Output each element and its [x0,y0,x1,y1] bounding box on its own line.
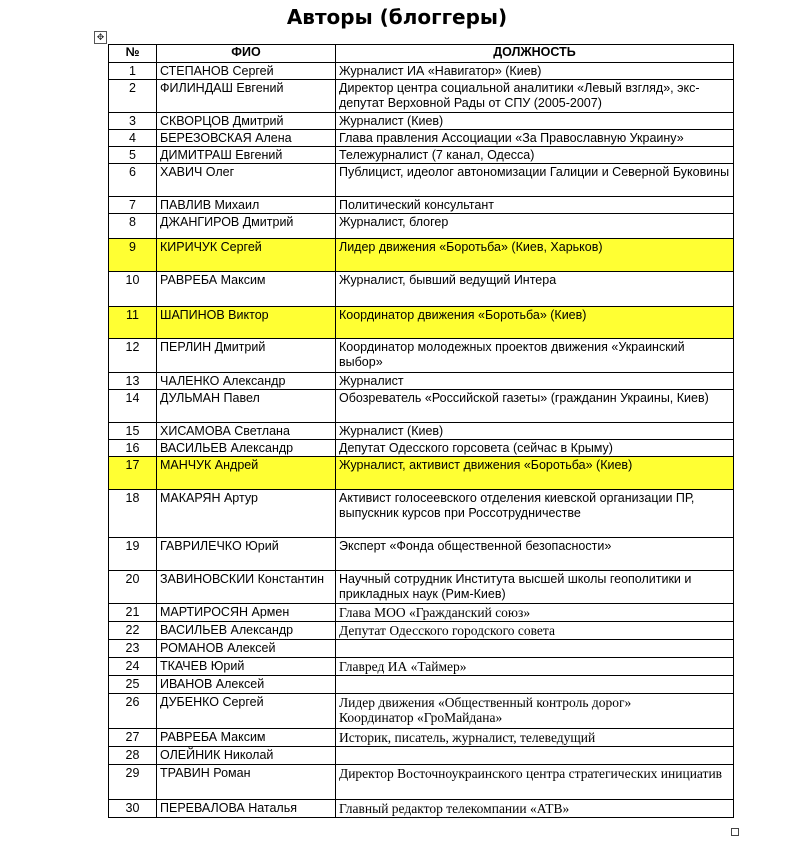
table-row [109,676,734,694]
row-number-cell: 13 [109,373,157,390]
position-cell [336,676,734,694]
author-name-cell: РОМАНОВ Алексей [157,640,336,658]
position-cell: Активист голосеевского отделения киевской организации ПР, выпускник курсов при Россотрудничестве [336,490,734,538]
table-row [109,490,734,538]
author-name-cell: РАВРЕБА Максим [157,272,336,307]
row-number-cell: 14 [109,390,157,423]
position-cell: Лидер движения «Боротьба» (Киев, Харьков) [336,239,734,272]
table-row [109,765,734,800]
author-name-cell: МАНЧУК Андрей [157,457,336,490]
table-row [109,113,734,130]
position-cell [336,640,734,658]
table-header-row [109,45,734,63]
position-cell: Лидер движения «Общественный контроль дорог» Координатор «ГроМайдана» [336,694,734,729]
table-row [109,457,734,490]
table-row [109,423,734,440]
table-row [109,80,734,113]
page-title: Авторы (блоггеры) [286,5,508,29]
table-row [109,239,734,272]
table-row [109,197,734,214]
author-name-cell: РАВРЕБА Максим [157,729,336,747]
row-number-cell: 16 [109,440,157,457]
position-cell: Журналист [336,373,734,390]
row-number-cell: 6 [109,164,157,197]
author-name-cell: БЕРЕЗОВСКАЯ Алена [157,130,336,147]
table-row [109,440,734,457]
row-number-cell: 5 [109,147,157,164]
row-number-cell: 22 [109,622,157,640]
row-number-cell: 12 [109,339,157,373]
author-name-cell: ХИСАМОВА Светлана [157,423,336,440]
table-row [109,658,734,676]
position-cell: Депутат Одесского городского совета [336,622,734,640]
author-name-cell: МАРТИРОСЯН Армен [157,604,336,622]
row-number-cell: 8 [109,214,157,239]
author-name-cell: МАКАРЯН Артур [157,490,336,538]
table-row [109,571,734,604]
author-name-cell: КИРИЧУК Сергей [157,239,336,272]
position-cell: Журналист, активист движения «Боротьба» (Киев) [336,457,734,490]
row-number-cell: 19 [109,538,157,571]
position-cell: Обозреватель «Российской газеты» (гражданин Украины, Киев) [336,390,734,423]
author-name-cell: ГАВРИЛЕЧКО Юрий [157,538,336,571]
row-number-cell: 18 [109,490,157,538]
position-cell: Тележурналист (7 канал, Одесса) [336,147,734,164]
position-cell: Координатор молодежных проектов движения «Украинский выбор» [336,339,734,373]
table-row [109,307,734,339]
position-cell: Журналист ИА «Навигатор» (Киев) [336,63,734,80]
position-cell: Депутат Одесского горсовета (сейчас в Крыму) [336,440,734,457]
row-number-cell: 27 [109,729,157,747]
table-row [109,729,734,747]
table-row [109,164,734,197]
author-name-cell: ПАВЛИВ Михаил [157,197,336,214]
row-number-cell: 2 [109,80,157,113]
table-row [109,373,734,390]
header-name: ФИО [157,45,336,63]
row-number-cell: 24 [109,658,157,676]
position-cell: Главный редактор телекомпании «АТВ» [336,800,734,818]
table-row [109,339,734,373]
row-number-cell: 23 [109,640,157,658]
table-row [109,747,734,765]
row-number-cell: 28 [109,747,157,765]
table-row [109,390,734,423]
author-name-cell: ИВАНОВ Алексей [157,676,336,694]
table-row [109,272,734,307]
table-row [109,640,734,658]
header-position: ДОЛЖНОСТЬ [336,45,734,63]
table-row [109,63,734,80]
authors-table [108,44,734,818]
position-cell: Журналист (Киев) [336,423,734,440]
table-row [109,147,734,164]
position-cell: Глава МОО «Гражданский союз» [336,604,734,622]
row-number-cell: 11 [109,307,157,339]
position-cell: Научный сотрудник Института высшей школы геополитики и прикладных наук (Рим-Киев) [336,571,734,604]
row-number-cell: 20 [109,571,157,604]
row-number-cell: 29 [109,765,157,800]
position-cell: Директор Восточноукраинского центра стратегических инициатив [336,765,734,800]
row-number-cell: 21 [109,604,157,622]
position-cell: Журналист, бывший ведущий Интера [336,272,734,307]
position-cell: Главред ИА «Таймер» [336,658,734,676]
row-number-cell: 15 [109,423,157,440]
author-name-cell: ПЕРЕВАЛОВА Наталья [157,800,336,818]
position-cell: Глава правления Ассоциации «За Православную Украину» [336,130,734,147]
table-row [109,214,734,239]
row-number-cell: 9 [109,239,157,272]
table-row [109,800,734,818]
row-number-cell: 26 [109,694,157,729]
author-name-cell: ТРАВИН Роман [157,765,336,800]
table-row [109,694,734,729]
author-name-cell: СТЕПАНОВ Сергей [157,63,336,80]
position-cell: Журналист (Киев) [336,113,734,130]
table-row [109,604,734,622]
position-cell [336,747,734,765]
table-row [109,130,734,147]
position-cell: Журналист, блогер [336,214,734,239]
row-number-cell: 25 [109,676,157,694]
author-name-cell: ВАСИЛЬЕВ Александр [157,622,336,640]
table-body [109,63,734,818]
author-name-cell: ОЛЕЙНИК Николай [157,747,336,765]
row-number-cell: 10 [109,272,157,307]
row-number-cell: 30 [109,800,157,818]
author-name-cell: ДУБЕНКО Сергей [157,694,336,729]
author-name-cell: ДИМИТРАШ Евгений [157,147,336,164]
author-name-cell: ХАВИЧ Олег [157,164,336,197]
position-cell: Историк, писатель, журналист, телеведущий [336,729,734,747]
author-name-cell: ВАСИЛЬЕВ Александр [157,440,336,457]
author-name-cell: ШАПИНОВ Виктор [157,307,336,339]
header-num: № [109,45,157,63]
author-name-cell: ДУЛЬМАН Павел [157,390,336,423]
table-resize-handle-icon[interactable] [731,828,739,836]
table-row [109,622,734,640]
position-cell: Координатор движения «Боротьба» (Киев) [336,307,734,339]
author-name-cell: ДЖАНГИРОВ Дмитрий [157,214,336,239]
author-name-cell: ЧАЛЕНКО Александр [157,373,336,390]
author-name-cell: СКВОРЦОВ Дмитрий [157,113,336,130]
table-move-handle-icon[interactable]: ✥ [94,31,107,44]
row-number-cell: 1 [109,63,157,80]
table-row [109,538,734,571]
author-name-cell: ФИЛИНДАШ Евгений [157,80,336,113]
author-name-cell: ЗАВИНОВСКИИ Константин [157,571,336,604]
row-number-cell: 3 [109,113,157,130]
author-name-cell: ПЕРЛИН Дмитрий [157,339,336,373]
author-name-cell: ТКАЧЕВ Юрий [157,658,336,676]
row-number-cell: 4 [109,130,157,147]
row-number-cell: 17 [109,457,157,490]
position-cell: Политический консультант [336,197,734,214]
row-number-cell: 7 [109,197,157,214]
position-cell: Директор центра социальной аналитики «Левый взгляд», экс-депутат Верховной Рады от СПУ (2005-2007) [336,80,734,113]
position-cell: Публицист, идеолог автономизации Галиции и Северной Буковины [336,164,734,197]
position-cell: Эксперт «Фонда общественной безопасности» [336,538,734,571]
